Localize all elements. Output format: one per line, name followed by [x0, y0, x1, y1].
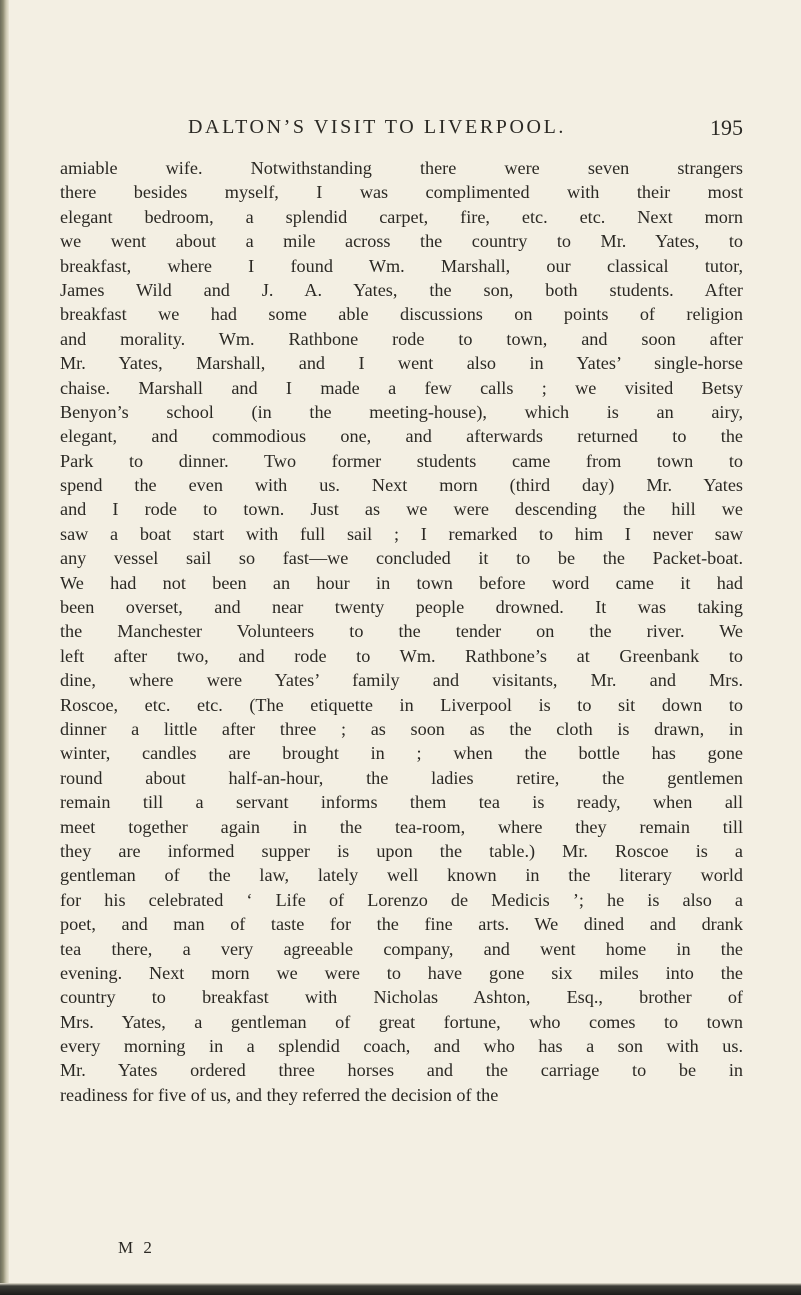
printer-signature-mark: M 2	[118, 1238, 155, 1257]
text-line: tea there, a very agreeable company, and went home in the	[60, 938, 743, 959]
text-line: Mr. Yates, Marshall, and I went also in Yates’ single-horse	[60, 353, 743, 374]
text-line: dine, where were Yates’ family and visitants, Mr. and Mrs.	[60, 670, 743, 691]
running-title: DALTON’S VISIT TO LIVERPOOL.	[188, 116, 567, 138]
text-line: dinner a little after three ; as soon as the cloth is drawn, in	[60, 718, 743, 739]
text-line: for his celebrated ‘ Life of Lorenzo de Medicis ’; he is also a	[60, 889, 743, 910]
text-line: saw a boat start with full sail ; I remarked to him I never saw	[60, 523, 743, 544]
text-line: there besides myself, I was complimented with their most	[60, 182, 743, 203]
text-line: country to breakfast with Nicholas Ashton, Esq., brother of	[60, 987, 743, 1008]
page-spine-shadow	[0, 0, 9, 1295]
text-line: gentleman of the law, lately well known in the literary world	[60, 865, 743, 886]
text-line: James Wild and J. A. Yates, the son, both students. After	[60, 279, 743, 300]
text-line: every morning in a splendid coach, and who has a son with us.	[60, 1036, 743, 1057]
text-line: Roscoe, etc. etc. (The etiquette in Liverpool is to sit down to	[60, 694, 743, 715]
text-line: spend the even with us. Next morn (third day) Mr. Yates	[60, 475, 743, 496]
text-line: readiness for five of us, and they referred the decision of the	[60, 1084, 499, 1105]
text-line: round about half-an-hour, the ladies retire, the gentlemen	[60, 767, 743, 788]
text-line: elegant, and commodious one, and afterwards returned to the	[60, 426, 743, 447]
text-line: the Manchester Volunteers to the tender on the river. We	[60, 621, 743, 642]
text-line: remain till a servant informs them tea is ready, when all	[60, 792, 743, 813]
page-number: 195	[710, 115, 743, 140]
text-line: and morality. Wm. Rathbone rode to town, and soon after	[60, 328, 743, 349]
text-line: left after two, and rode to Wm. Rathbone’s at Greenbank to	[60, 645, 743, 666]
text-line: they are informed supper is upon the table.) Mr. Roscoe is a	[60, 840, 743, 861]
text-line: Mrs. Yates, a gentleman of great fortune, who comes to town	[60, 1011, 743, 1032]
text-line: any vessel sail so fast—we concluded it to be the Packet-boat.	[60, 548, 743, 569]
text-line: breakfast, where I found Wm. Marshall, our classical tutor,	[60, 255, 743, 276]
text-line: been overset, and near twenty people drowned. It was taking	[60, 597, 743, 618]
text-line: evening. Next morn we were to have gone six miles into the	[60, 962, 743, 983]
text-line: chaise. Marshall and I made a few calls ; we visited Betsy	[60, 377, 743, 398]
text-line: elegant bedroom, a splendid carpet, fire, etc. etc. Next morn	[60, 206, 743, 227]
text-line: winter, candles are brought in ; when the bottle has gone	[60, 743, 743, 764]
text-line: Park to dinner. Two former students came from town to	[60, 450, 743, 471]
text-line: We had not been an hour in town before word came it had	[60, 572, 743, 593]
text-line: Mr. Yates ordered three horses and the carriage to be in	[60, 1060, 743, 1081]
text-line: we went about a mile across the country to Mr. Yates, to	[60, 231, 743, 252]
page-header	[60, 116, 743, 146]
text-line: poet, and man of taste for the fine arts. We dined and drank	[60, 914, 743, 935]
text-line: meet together again in the tea-room, where they remain till	[60, 816, 743, 837]
text-line: breakfast we had some able discussions on points of religion	[60, 304, 743, 325]
page-bottom-edge	[0, 1283, 801, 1295]
body-text	[60, 156, 743, 1107]
text-line: Benyon’s school (in the meeting-house), which is an airy,	[60, 401, 743, 422]
text-line: and I rode to town. Just as we were descending the hill we	[60, 499, 743, 520]
text-line: amiable wife. Notwithstanding there were seven strangers	[60, 158, 743, 178]
